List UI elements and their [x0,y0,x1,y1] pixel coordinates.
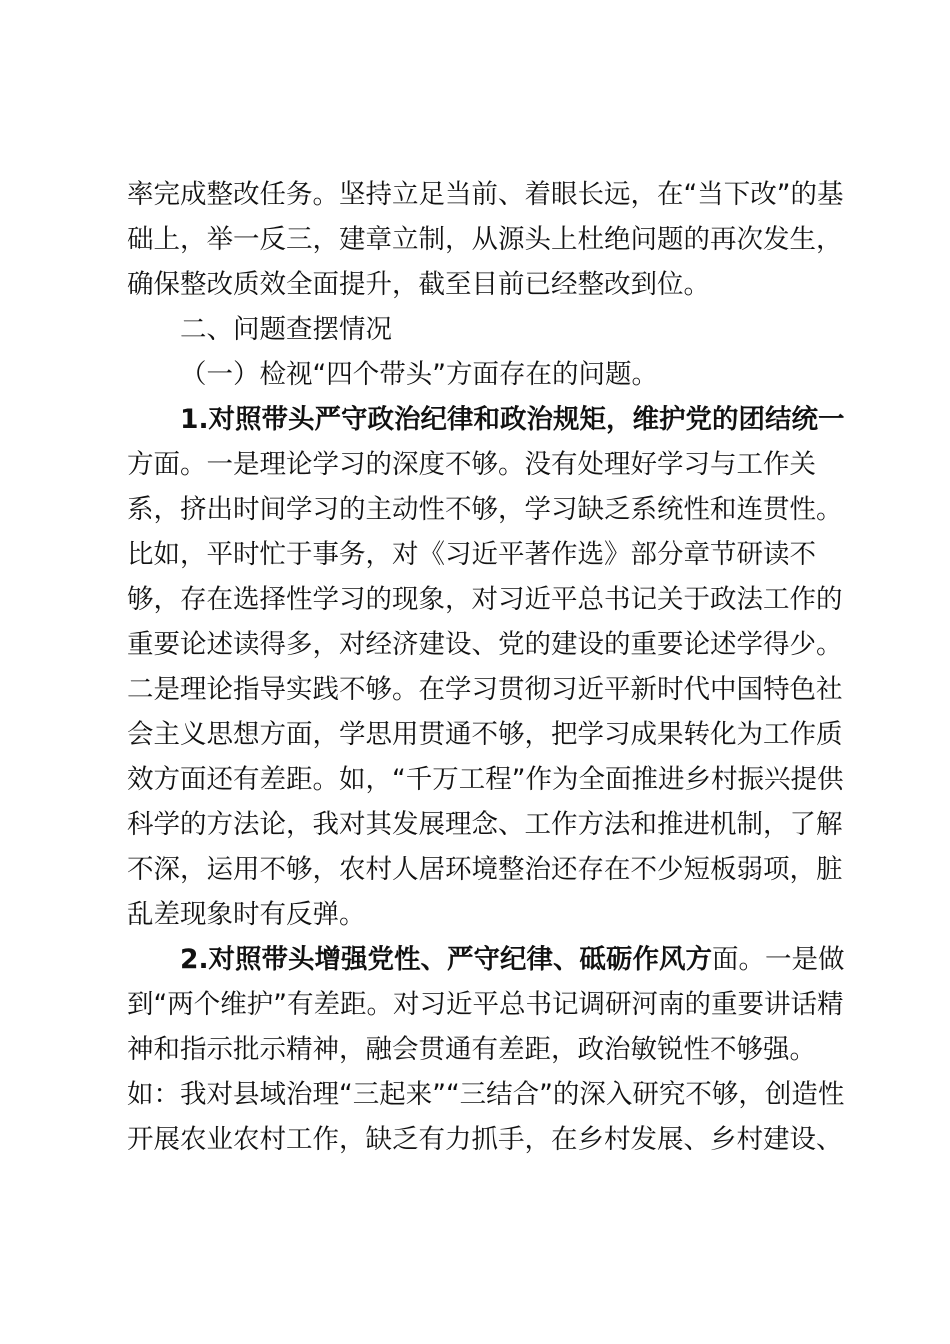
paragraph-line: 方面。一是理论学习的深度不够。没有处理好学习与工作关 [127,449,816,480]
paragraph-line: 率完成整改任务。坚持立足当前、着眼长远，在“当下改”的基 [127,179,844,210]
paragraph-line: 科学的方法论，我对其发展理念、工作方法和推进机制，了解 [127,809,843,840]
section-heading: 二、问题查摆情况 [180,314,392,345]
paragraph-line: 如：我对县域治理“三起来”“三结合”的深入研究不够，创造性 [127,1079,845,1110]
item-line-2 [180,937,880,982]
paragraph-line: 到“两个维护”有差距。对习近平总书记调研河南的重要讲话精 [127,989,844,1020]
paragraph-line: 够，存在选择性学习的现象，对习近平总书记关于政法工作的 [127,584,843,615]
paragraph-line: 会主义思想方面，学思用贯通不够，把学习成果转化为工作质 [127,719,843,750]
subsection-heading: （一）检视“四个带头”方面存在的问题。 [180,359,658,390]
paragraph-line: 不深，运用不够，农村人居环境整治还存在不少短板弱项，脏 [127,854,843,885]
paragraph-line: 础上，举一反三，建章立制，从源头上杜绝问题的再次发生， [127,224,843,255]
paragraph-line: 系，挤出时间学习的主动性不够，学习缺乏系统性和连贯性。 [127,494,843,525]
paragraph-line: 二是理论指导实践不够。在学习贯彻习近平新时代中国特色社 [127,674,843,705]
paragraph-line: 确保整改质效全面提升，截至目前已经整改到位。 [127,269,710,300]
paragraph-line: 神和指示批示精神，融会贯通有差距，政治敏锐性不够强。 [127,1034,816,1065]
paragraph-line: 重要论述读得多，对经济建设、党的建设的重要论述学得少。 [127,629,843,660]
paragraph-line: 比如，平时忙于事务，对《习近平著作选》部分章节研读不 [127,539,816,570]
item-heading-2: 2.对照带头增强党性、严守纪律、砥砺作风方 [180,944,713,975]
paragraph-line: 开展农业农村工作，缺乏有力抓手，在乡村发展、乡村建设、 [127,1124,843,1155]
item-heading-1: 1.对照带头严守政治纪律和政治规矩，维护党的团结统一 [180,404,845,435]
paragraph-line: 效方面还有差距。如，“千万工程”作为全面推进乡村振兴提供 [127,764,844,795]
paragraph-line: 乱差现象时有反弹。 [127,899,366,930]
item-heading-2-rest: 面。一是做 [712,944,845,975]
